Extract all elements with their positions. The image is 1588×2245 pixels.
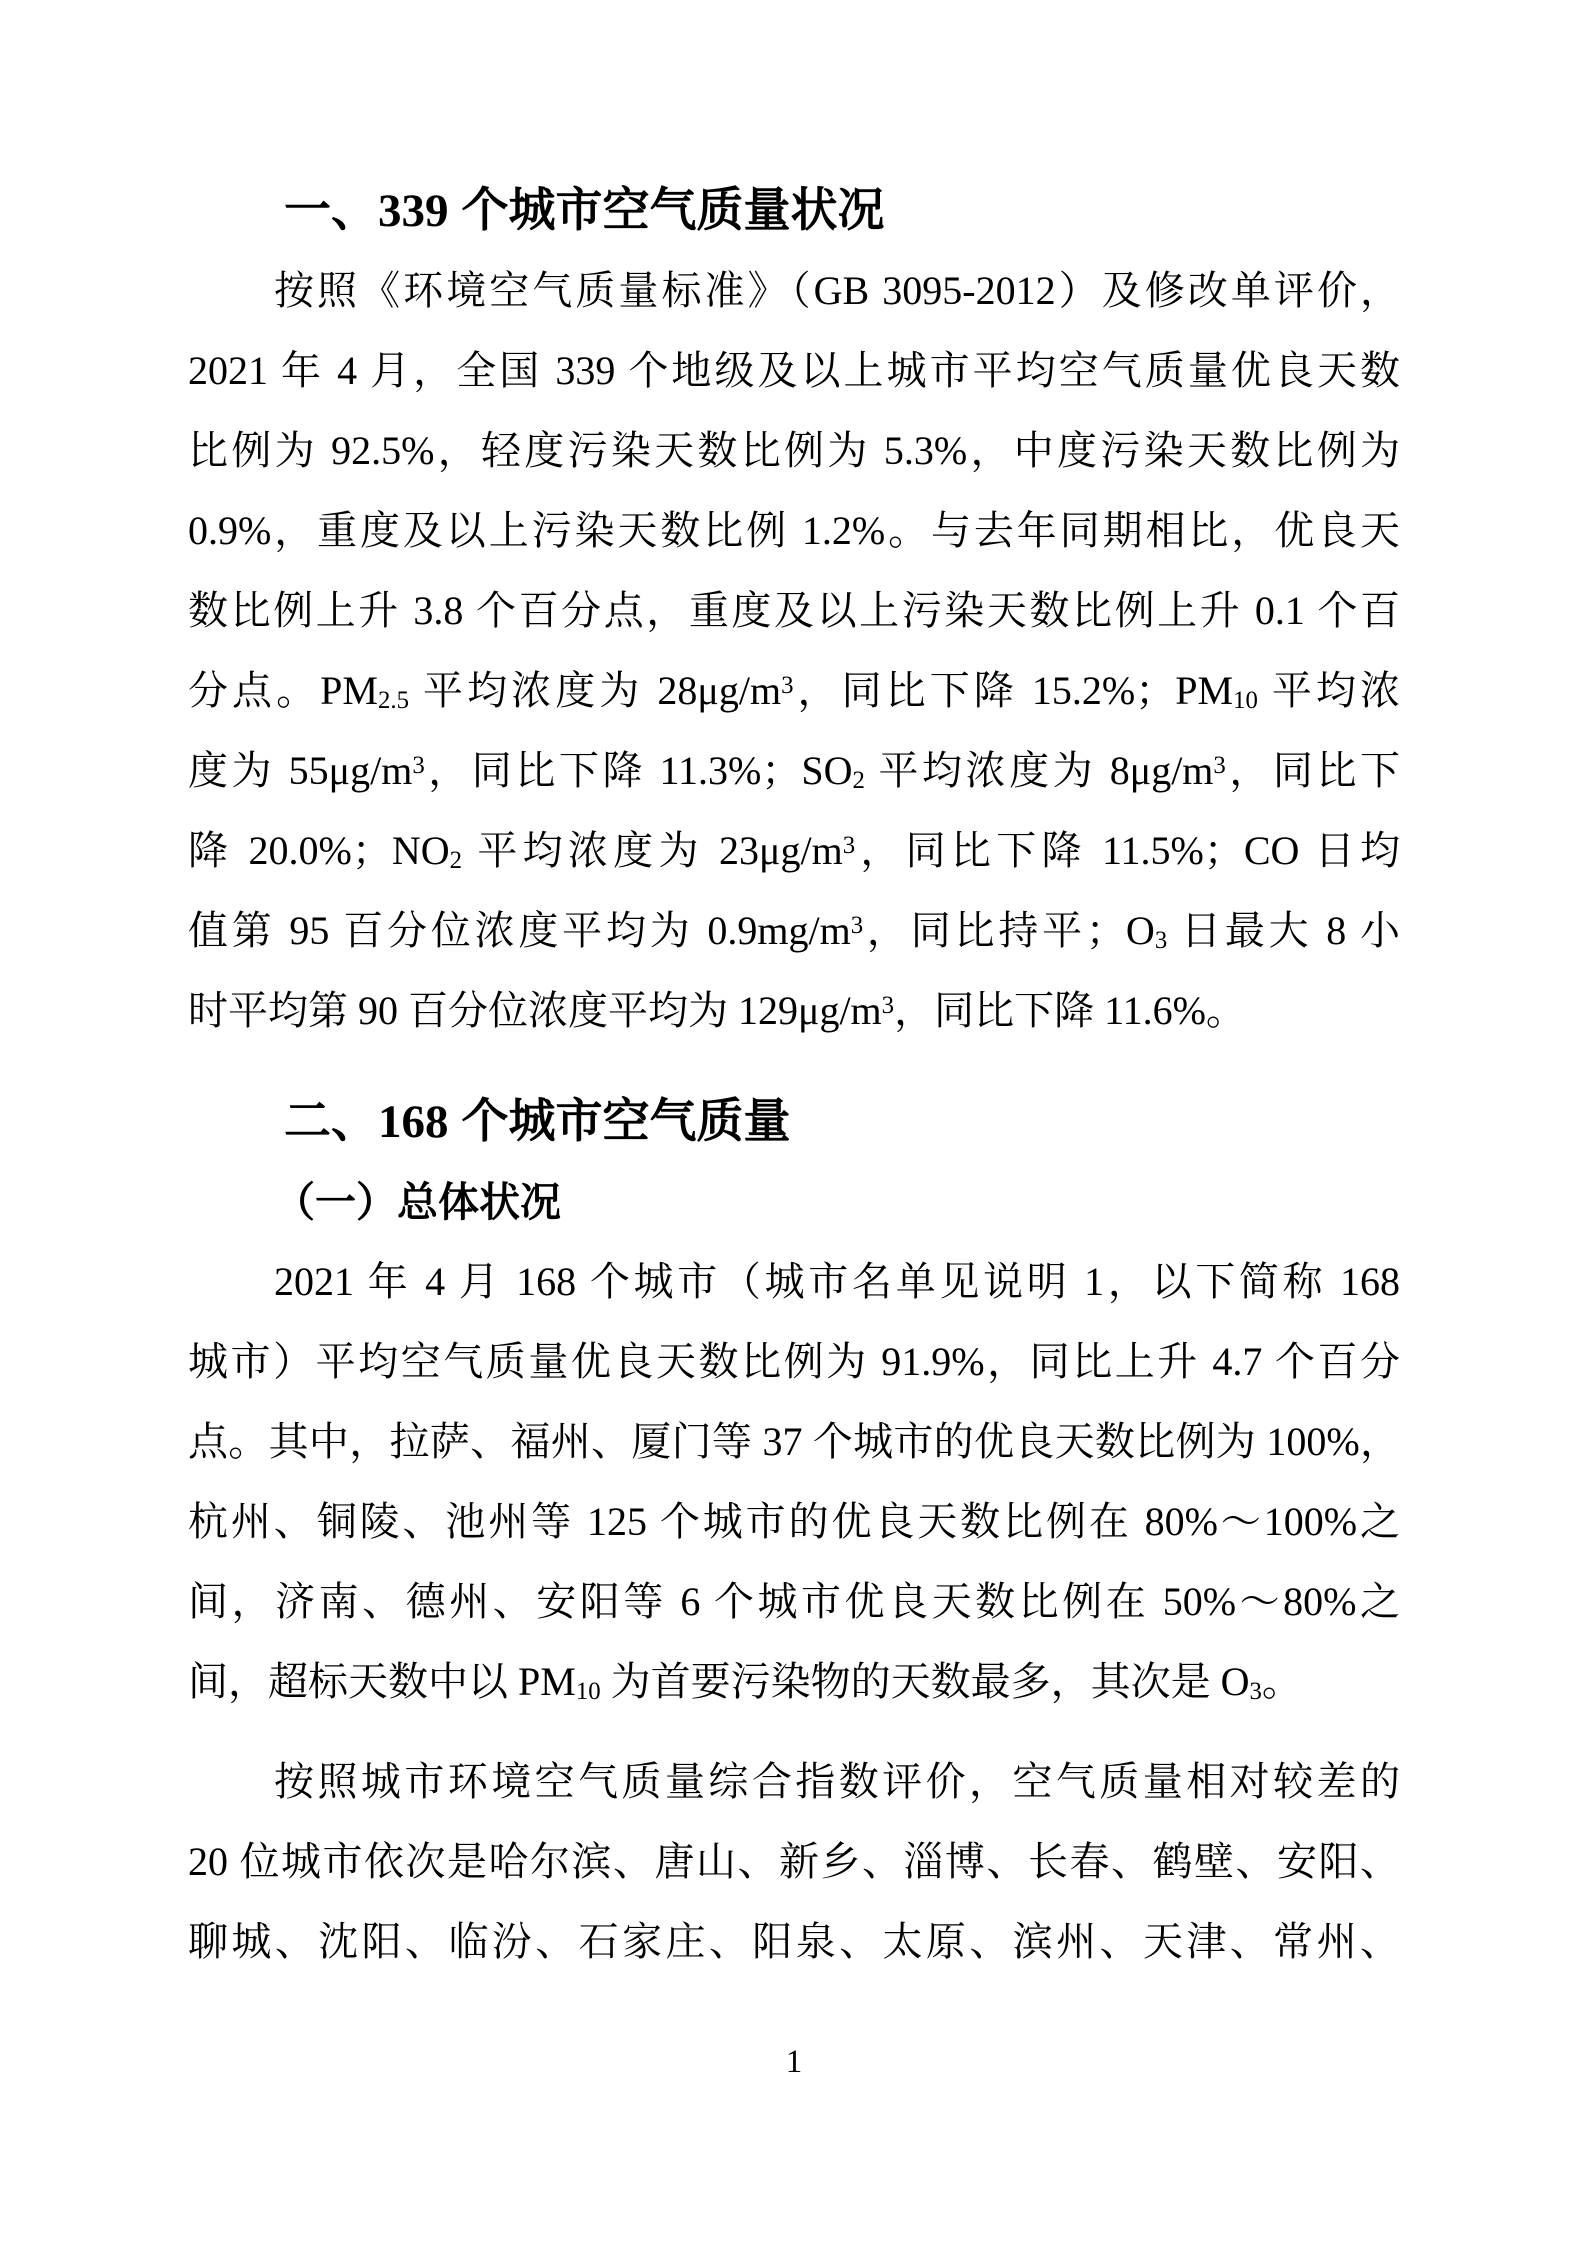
text-line: 比例为 92.5%，轻度污染天数比例为 5.3%，中度污染天数比例为 <box>188 428 1400 473</box>
text-line: 按照城市环境空气质量综合指数评价，空气质量相对较差的 <box>274 1759 1400 1804</box>
text-line: 聊城、沈阳、临汾、石家庄、阳泉、太原、滨州、天津、常州、 <box>188 1919 1400 1964</box>
text-line: 时平均第 90 百分位浓度平均为 $129\mu g/m^3$，同比下降 11.6%。 <box>188 988 1246 1033</box>
heading-latin-text: 339 <box>378 185 449 237</box>
text-line: 分点。$PM_{2.5}$ 平均浓度为 $28\mu g/m^3$，同比下降 15.2%；$PM_{10}$ 平均浓 <box>188 668 1401 715</box>
paragraph-2 <box>188 1242 1400 1722</box>
section-2-1-subheading: （一）总体状况 <box>274 1179 561 1225</box>
text-line: 20 位城市依次是哈尔滨、唐山、新乡、淄博、长春、鹤壁、安阳、 <box>188 1839 1400 1884</box>
text-line: 点。其中，拉萨、福州、厦门等 37 个城市的优良天数比例为 100%， <box>188 1419 1400 1464</box>
text-line: 0.9%，重度及以上污染天数比例 1.2%。与去年同期相比，优良天 <box>188 508 1400 553</box>
text-line: 值第 95 百分位浓度平均为 $0.9mg/m^3$，同比持平；$O_3$ 日最大 8 小 <box>188 908 1401 955</box>
text-line: 按照《环境空气质量标准》（GB 3095-2012）及修改单评价， <box>274 268 1400 313</box>
text-line: 间，济南、德州、安阳等 6 个城市优良天数比例在 50%～80%之 <box>188 1579 1400 1624</box>
page-number: 1 <box>785 2044 803 2080</box>
paragraph-1 <box>188 251 1400 1051</box>
text-line: 度为 $55\mu g/m^3$，同比下降 11.3%；$SO_2$ 平均浓度为 $8\mu g/m^3$，同比下 <box>188 748 1401 795</box>
text-line: 2021 年 4 月 168 个城市（城市名单见说明 1，以下简称 168 <box>274 1259 1400 1304</box>
text-line: 降 20.0%；$NO_2$ 平均浓度为 $23\mu g/m^3$，同比下降 11.5%；CO 日均 <box>188 828 1401 875</box>
text-line: 数比例上升 3.8 个百分点，重度及以上污染天数比例上升 0.1 个百 <box>188 588 1400 633</box>
text-line: 杭州、铜陵、池州等 125 个城市的优良天数比例在 80%～100%之 <box>188 1499 1400 1544</box>
text-line: 2021 年 4 月，全国 339 个地级及以上城市平均空气质量优良天数 <box>188 348 1400 393</box>
heading-latin-text: 168 <box>378 1096 449 1148</box>
section-1-heading: 一、339 个城市空气质量状况 <box>284 183 885 237</box>
section-2-heading: 二、168 个城市空气质量 <box>284 1094 791 1148</box>
paragraph-3 <box>188 1742 1400 1982</box>
text-line: 间，超标天数中以 $PM_{10}$ 为首要污染物的天数最多，其次是 $O_3$。 <box>188 1659 1302 1706</box>
text-line: 城市）平均空气质量优良天数比例为 91.9%，同比上升 4.7 个百分 <box>188 1339 1400 1384</box>
